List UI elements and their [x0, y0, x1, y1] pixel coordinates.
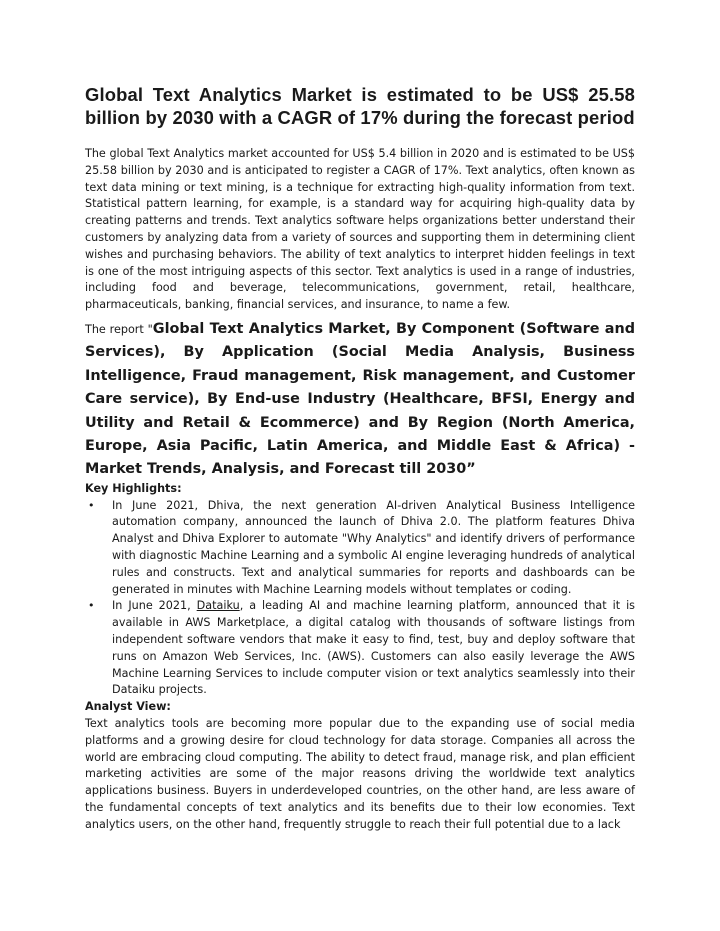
list-item [85, 598, 635, 699]
document-page [85, 84, 635, 834]
list-item [85, 498, 635, 599]
report-title: Global Text Analytics Market, By Component (Software and Services), By Application (Social Media Analysis, Business Intelligence, Fraud management, Risk management, and Customer Care service), By End-use Industry (Healthcare, BFSI, Energy and Utility and Retail & Ecommerce) and By Region (North America, Europe, Asia Pacific, Latin America, and Middle East & Africa) - Market Trends, Analysis, and Forecast till 2030” [85, 320, 635, 478]
analyst-view-paragraph: Text analytics tools are becoming more popular due to the expanding use of social media platforms and a growing desire for cloud technology for data storage. Companies all across the world are embracing cloud computing. The ability to detect fraud, manage risk, and plan efficient marketing activities are some of the major reasons driving the worldwide text analytics applications business. Buyers in underdeveloped countries, on the other hand, are less aware of the fundamental concepts of text analytics and its benefits due to their low economies. Text analytics users, on the other hand, frequently struggle to reach their full potential due to a lack [85, 716, 635, 831]
analyst-view-heading: Analyst View: [85, 700, 171, 714]
highlight-text-prefix: In June 2021, [112, 599, 197, 613]
report-prefix: The report " [85, 322, 153, 336]
bullet-icon: • [88, 498, 95, 512]
key-highlights-heading: Key Highlights: [85, 481, 182, 495]
highlight-text: In June 2021, Dhiva, the next generation AI-driven Analytical Business Intelligence automation company, announced the launch of Dhiva 2.0. The platform features Dhiva Analyst and Dhiva Explorer to automate "Why Analytics" and identify drivers of performance with diagnostic Machine Learning and a symbolic AI engine leveraging hundreds of analytical rules and constructs. Text and analytical summaries for reports and dashboards can be generated in minutes with Machine Learning models without templates or coding. [112, 498, 635, 596]
highlight-text-suffix: , a leading AI and machine learning platform, announced that it is available in AWS Marketplace, a digital catalog with thousands of software listings from independent software vendors that make it easy to find, test, buy and deploy software that runs on Amazon Web Services, Inc. (AWS). Customers can also easily leverage the AWS Machine Learning Services to include computer vision or text analytics seamlessly into their Dataiku projects. [112, 599, 636, 697]
intro-paragraph: The global Text Analytics market accounted for US$ 5.4 billion in 2020 and is estimated to be US$ 25.58 billion by 2030 and is anticipated to register a CAGR of 17%. Text analytics, often known as text data mining or text mining, is a technique for extracting high-quality information from text. Statistical pattern learning, for example, is a standard way for acquiring high-quality data by creating patterns and trends. Text analytics software helps organizations better understand their customers by analyzing data from a variety of sources and supporting them in determining client wishes and purchasing behaviors. The ability of text analytics to interpret hidden feelings in text is one of the most intriguing aspects of this sector. Text analytics is used in a range of industries, including food and beverage, telecommunications, government, retail, healthcare, pharmaceuticals, banking, financial services, and insurance, to name a few. [85, 147, 635, 312]
page-title: Global Text Analytics Market is estimated to be US$ 25.58 billion by 2030 with a CAGR of 17% during the forecast period [85, 84, 635, 128]
highlights-list [85, 498, 635, 700]
dataiku-link[interactable]: Dataiku [196, 599, 240, 613]
bullet-icon: • [88, 599, 95, 613]
report-statement [85, 317, 635, 481]
